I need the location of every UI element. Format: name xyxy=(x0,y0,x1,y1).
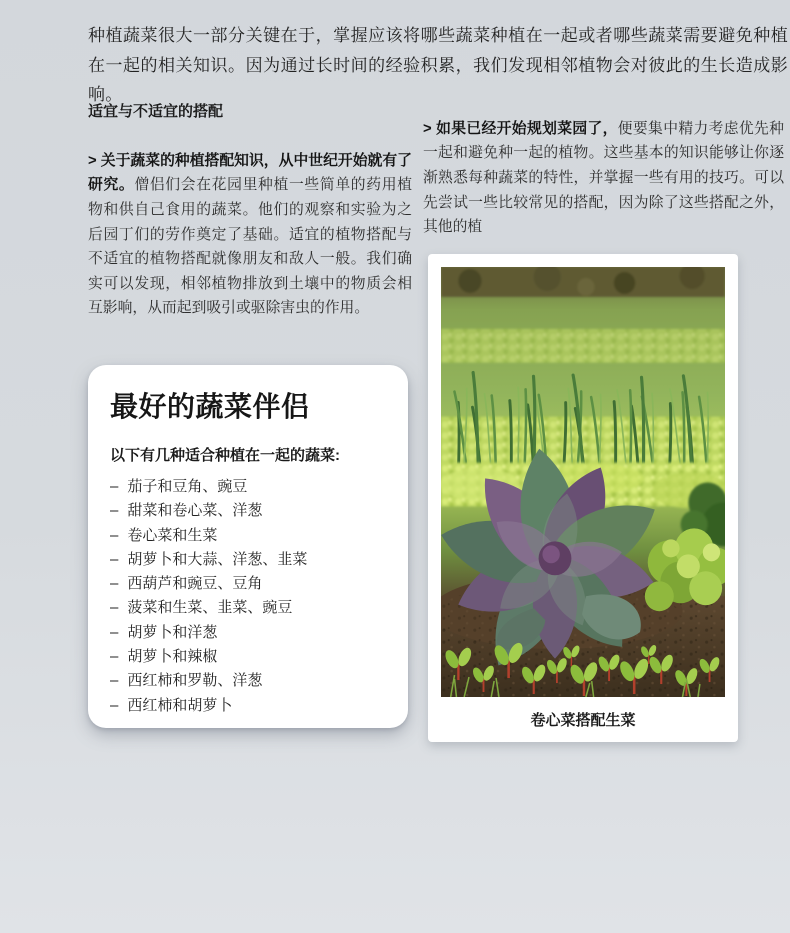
bullet-dash: – xyxy=(110,696,119,714)
bullet-dash: – xyxy=(110,478,119,495)
right-column-paragraph xyxy=(423,117,784,240)
companion-item-text: 甜菜和卷心菜、洋葱 xyxy=(127,502,263,520)
paragraph-lead: 如果已经开始规划菜园了， xyxy=(436,120,618,137)
bullet-dash: – xyxy=(110,648,119,666)
companion-item xyxy=(110,694,388,718)
companion-list xyxy=(110,475,388,718)
photo-caption: 卷心菜搭配生菜 xyxy=(530,711,636,729)
companion-item-text: 卷心菜和生菜 xyxy=(127,526,218,544)
companion-item-text: 西葫芦和豌豆、豆角 xyxy=(127,575,263,593)
companion-item xyxy=(110,621,388,645)
bullet-dash: – xyxy=(110,575,119,593)
paragraph-lead: 关于蔬菜的种植搭配知识，从中世纪开始就有了研究。 xyxy=(88,152,412,194)
bullet-dash: – xyxy=(110,623,119,641)
left-column-paragraph xyxy=(88,149,412,321)
companion-item-text: 西红柿和胡萝卜 xyxy=(127,696,233,714)
paragraph-body: 僧侣们会在花园里种植一些简单的药用植物和供自己食用的蔬菜。他们的观察和实验为之后园丁们的劳作奠定了基础。适宜的植物搭配与不适宜的植物搭配就像朋友和敌人一般。我们确实可以发现，相邻植物排放到土壤中的物质会相互影响，从而起到吸引或驱除害虫的作用。 xyxy=(88,177,412,317)
background-hedge xyxy=(441,267,725,297)
companion-item-text: 菠菜和生菜、韭菜、豌豆 xyxy=(127,599,293,617)
garden-photo-illustration xyxy=(441,267,725,697)
companion-item xyxy=(110,596,388,620)
companion-item xyxy=(110,475,388,499)
companion-item xyxy=(110,499,388,523)
companion-box-title: 最好的蔬菜伴侣 xyxy=(110,391,310,422)
companion-box xyxy=(88,365,408,728)
companion-item-text: 胡萝卜和洋葱 xyxy=(127,623,218,641)
companion-item-text: 西红柿和罗勒、洋葱 xyxy=(127,672,263,690)
paragraph-marker: > xyxy=(88,152,97,169)
section-heading: 适宜与不适宜的搭配 xyxy=(88,103,224,120)
garden-photo xyxy=(441,267,725,697)
bullet-dash: – xyxy=(110,526,119,544)
bullet-dash: – xyxy=(110,550,119,568)
companion-item-text: 胡萝卜和大蒜、洋葱、韭菜 xyxy=(127,550,308,568)
bullet-dash: – xyxy=(110,672,119,690)
companion-item-text: 茄子和豆角、豌豆 xyxy=(127,478,248,495)
bullet-dash: – xyxy=(110,599,119,617)
paragraph-body: 便要集中精力考虑优先种一起和避免种一起的植物。这些基本的知识能够让你逐渐熟悉每种蔬菜的特性，并掌握一些有用的技巧。可以先尝试一些比较常见的搭配，因为除了这些搭配之外，其他的植 xyxy=(423,120,784,236)
companion-item xyxy=(110,669,388,693)
companion-item xyxy=(110,645,388,669)
paragraph-marker: > xyxy=(423,120,432,137)
companion-item xyxy=(110,572,388,596)
bullet-dash: – xyxy=(110,502,119,520)
companion-item xyxy=(110,524,388,548)
companion-box-intro: 以下有几种适合种植在一起的蔬菜: xyxy=(110,447,340,464)
companion-item-text: 胡萝卜和辣椒 xyxy=(127,648,218,666)
companion-item xyxy=(110,548,388,572)
photo-card xyxy=(428,254,738,742)
intro-paragraph: 种植蔬菜很大一部分关键在于，掌握应该将哪些蔬菜种植在一起或者哪些蔬菜需要避免种植在一起的相关知识。因为通过长时间的经验积累，我们发现相邻植物会对彼此的生长造成影响。 xyxy=(88,26,788,104)
far-lettuce-row xyxy=(441,329,725,363)
